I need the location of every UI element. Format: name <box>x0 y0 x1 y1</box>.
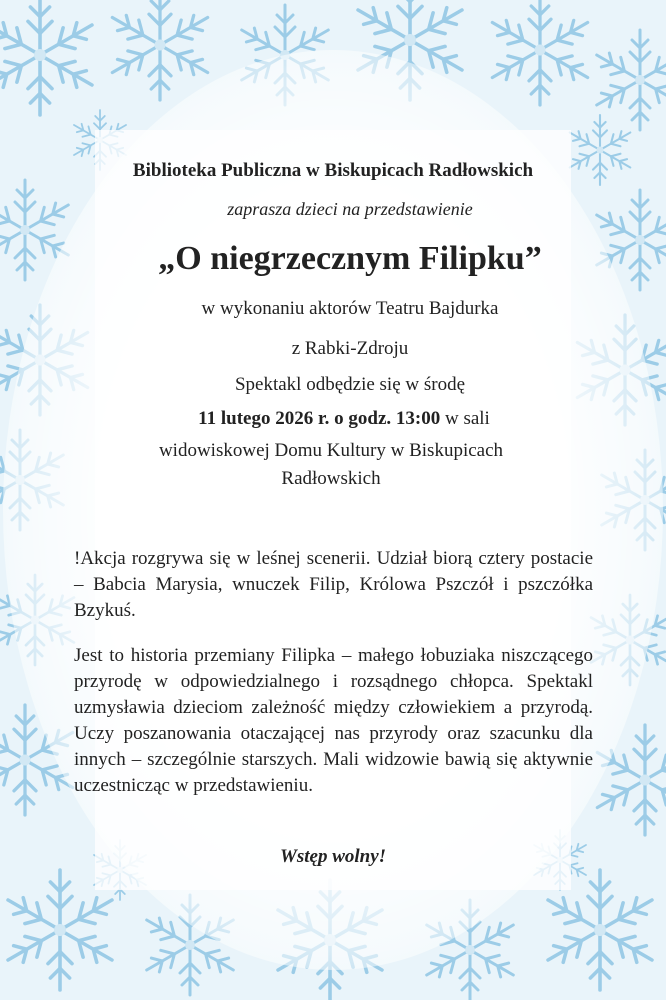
description-paragraph-2: Jest to historia przemiany Filipka – małego łobuziaka niszczącego przyrodę w odpowiedzialnego i rozsądnego chłopca. Spektakl uzmysławia dzieciom zależność między człowiekiem a przyrodą. Uczy poszanowania otaczającej nas przyrody oraz szacunku dla innych – szczególnie starszych. Mali widzowie bawią się aktywnie uczestnicząc w przedstawieniu. <box>74 645 593 796</box>
date-time: 11 lutego 2026 r. o godz. 13:00 <box>198 408 441 429</box>
from-city: z Rabki-Zdroju <box>291 338 409 359</box>
performed-by: w wykonaniu aktorów Teatru Bajdurka <box>201 298 499 319</box>
when-intro: Spektakl odbędzie się w środę <box>234 374 466 395</box>
organizer: Biblioteka Publiczna w Biskupicach Radłowskich <box>132 160 534 181</box>
date-venue-line <box>0 408 666 430</box>
free-entry: Wstęp wolny! <box>279 846 387 867</box>
venue-line-2: widowiskowej Domu Kultury w Biskupicach <box>158 440 504 461</box>
description-paragraph-1: !Akcja rozgrywa się w leśnej scenerii. Udział biorą cztery postacie – Babcia Marysia, wnuczek Filip, Królowa Pszczół i pszczółka Bzykuś. <box>74 548 593 621</box>
invitation: zaprasza dzieci na przedstawienie <box>227 199 473 219</box>
show-title: „O niegrzecznym Filipku” <box>158 240 542 277</box>
venue-prefix: w sali <box>440 408 490 429</box>
venue-line-3: Radłowskich <box>281 468 381 489</box>
